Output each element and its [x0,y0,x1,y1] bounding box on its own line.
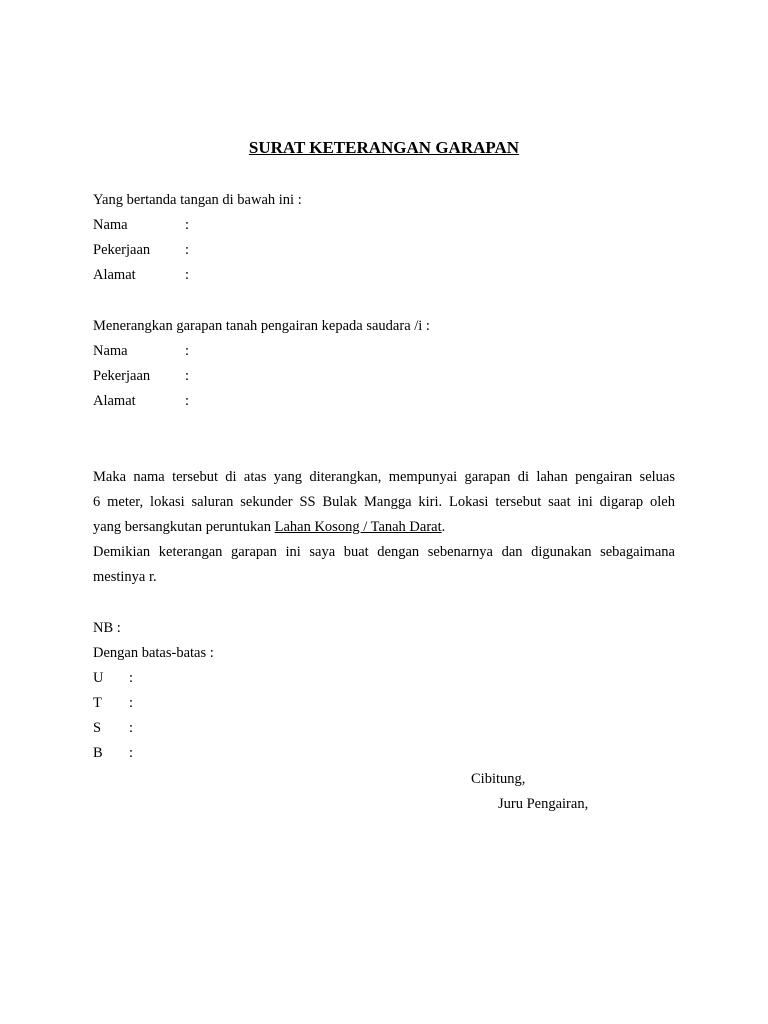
closing-line-1: Demikian keterangan garapan ini saya buat dengan sebenarnya dan digunakan sebagaimana [93,544,675,560]
boundary-east-row [93,691,675,716]
signature-place: Cibitung, [471,771,526,787]
land-use-underlined: Lahan Kosong / Tanah Darat [274,519,442,535]
boundary-west-label: B [93,745,103,761]
signer-name-label: Nama [93,217,128,233]
nb-section [93,616,675,766]
recipient-section [93,314,675,414]
signer-address-row [93,263,675,288]
signature-role: Juru Pengairan, [498,796,589,812]
boundary-east-sep: : [129,695,134,711]
signer-job-sep: : [185,242,190,258]
recipient-intro: Menerangkan garapan tanah pengairan kepada saudara /i : [93,318,430,334]
signer-job-row [93,238,675,263]
boundary-north-row [93,666,675,691]
body-line-3-prefix: yang bersangkutan peruntukan [93,519,275,535]
body-paragraph [93,465,675,590]
boundary-north-label: U [93,670,104,686]
body-line-1: Maka nama tersebut di atas yang diterangkan, mempunyai garapan di lahan pengairan seluas [93,469,675,485]
boundary-south-row [93,716,675,741]
recipient-job-sep: : [185,368,190,384]
boundary-north-sep: : [129,670,134,686]
recipient-address-label: Alamat [93,393,136,409]
nb-label: NB : [93,620,121,636]
body-line-3-suffix: . [441,519,446,535]
recipient-address-sep: : [185,393,190,409]
boundary-south-sep: : [129,720,134,736]
recipient-job-label: Pekerjaan [93,368,151,384]
signer-intro: Yang bertanda tangan di bawah ini : [93,192,302,208]
document-title: SURAT KETERANGAN GARAPAN [248,138,520,157]
recipient-name-label: Nama [93,343,128,359]
boundary-west-row [93,741,675,766]
signer-address-label: Alamat [93,267,136,283]
boundaries-intro: Dengan batas-batas : [93,645,214,661]
boundary-east-label: T [93,695,102,711]
signer-job-label: Pekerjaan [93,242,151,258]
body-line-3 [93,515,675,540]
recipient-address-row [93,389,675,414]
recipient-name-row [93,339,675,364]
signer-name-row [93,213,675,238]
boundary-west-sep: : [129,745,134,761]
recipient-name-sep: : [185,343,190,359]
body-line-2: 6 meter, lokasi saluran sekunder SS Bulak Mangga kiri. Lokasi tersebut saat ini digarap oleh [93,494,675,510]
closing-line-2: mestinya r. [93,569,157,585]
recipient-job-row [93,364,675,389]
boundary-south-label: S [93,720,102,736]
signer-section [93,188,675,288]
signer-address-sep: : [185,267,190,283]
signer-name-sep: : [185,217,190,233]
